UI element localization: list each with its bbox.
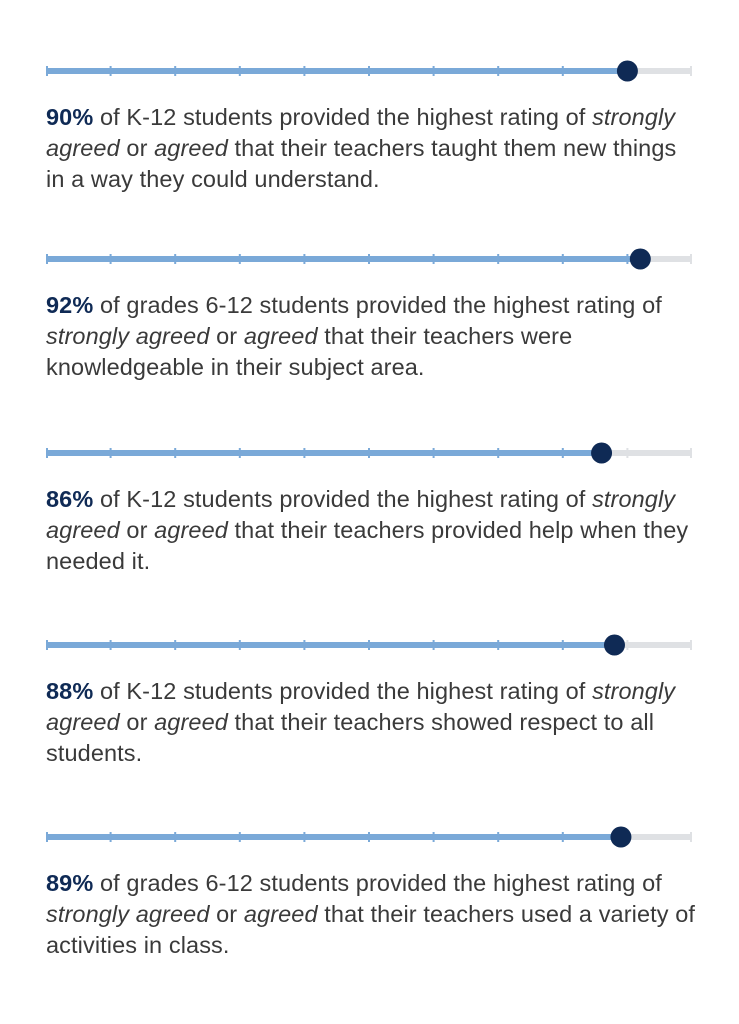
stat-text-before-2: of grades 6-12 students provided the highest rating of <box>93 292 662 318</box>
bar-filled <box>46 642 614 648</box>
value-marker <box>610 827 631 848</box>
progress-bar-3 <box>46 440 692 466</box>
stat-text-after-5: that their teachers used a variety of activities in class. <box>46 901 696 958</box>
stat-text-after-3: that their teachers provided help when they needed it. <box>46 517 689 574</box>
stat-text-5 <box>46 868 696 961</box>
stat-block-2 <box>46 246 696 383</box>
stat-text-before-4: of K-12 students provided the highest rating of <box>93 678 593 704</box>
stat-text-after-2: that their teachers were knowledgeable in their subject area. <box>46 323 573 380</box>
stat-value-1: 90% <box>46 104 94 130</box>
progress-track-2 <box>46 246 692 272</box>
progress-track-5 <box>46 824 692 850</box>
bar-filled <box>46 68 627 74</box>
stat-text-or-2: or <box>209 323 244 349</box>
stat-value-3: 86% <box>46 486 94 512</box>
stat-text-2 <box>46 290 696 383</box>
stat-value-2: 92% <box>46 292 94 318</box>
stat-emphasis-agreed-4: agreed <box>154 709 228 735</box>
stat-block-5 <box>46 824 696 961</box>
stat-emphasis-strongly-agreed-2: strongly agreed <box>46 323 210 349</box>
stat-emphasis-strongly-agreed-4: strongly agreed <box>46 678 676 735</box>
stat-emphasis-agreed-1: agreed <box>154 135 228 161</box>
stat-emphasis-strongly-agreed-1: strongly agreed <box>46 104 676 161</box>
progress-track-3 <box>46 440 692 466</box>
bar-filled <box>46 256 640 262</box>
progress-bar-2 <box>46 246 692 272</box>
progress-bar-1 <box>46 58 692 84</box>
value-marker <box>604 635 625 656</box>
stat-text-or-4: or <box>119 709 155 735</box>
stat-block-4 <box>46 632 696 769</box>
stat-emphasis-agreed-2: agreed <box>243 323 318 349</box>
stat-emphasis-agreed-3: agreed <box>154 517 228 543</box>
stat-text-after-1: that their teachers taught them new things in a way they could understand. <box>46 135 677 192</box>
stat-emphasis-strongly-agreed-3: strongly agreed <box>46 486 676 543</box>
stat-emphasis-strongly-agreed-5: strongly agreed <box>46 901 210 927</box>
stat-text-after-4: that their teachers showed respect to all students. <box>46 709 655 766</box>
stat-value-5: 89% <box>46 870 94 896</box>
stat-text-or-3: or <box>119 517 155 543</box>
value-marker <box>591 443 612 464</box>
progress-bar-4 <box>46 632 692 658</box>
stat-text-or-1: or <box>119 135 155 161</box>
progress-track-4 <box>46 632 692 658</box>
stat-value-4: 88% <box>46 678 94 704</box>
stat-text-before-3: of K-12 students provided the highest rating of <box>93 486 593 512</box>
bar-filled <box>46 450 602 456</box>
stat-text-before-5: of grades 6-12 students provided the highest rating of <box>93 870 662 896</box>
stat-block-1 <box>46 58 696 195</box>
stat-text-1 <box>46 102 696 195</box>
stat-emphasis-agreed-5: agreed <box>243 901 318 927</box>
bar-filled <box>46 834 621 840</box>
stat-block-3 <box>46 440 696 577</box>
stat-text-or-5: or <box>209 901 244 927</box>
progress-track-1 <box>46 58 692 84</box>
progress-bar-5 <box>46 824 692 850</box>
stat-text-before-1: of K-12 students provided the highest rating of <box>93 104 593 130</box>
value-marker <box>617 61 638 82</box>
stat-text-3 <box>46 484 696 577</box>
value-marker <box>630 249 651 270</box>
stat-text-4 <box>46 676 696 769</box>
